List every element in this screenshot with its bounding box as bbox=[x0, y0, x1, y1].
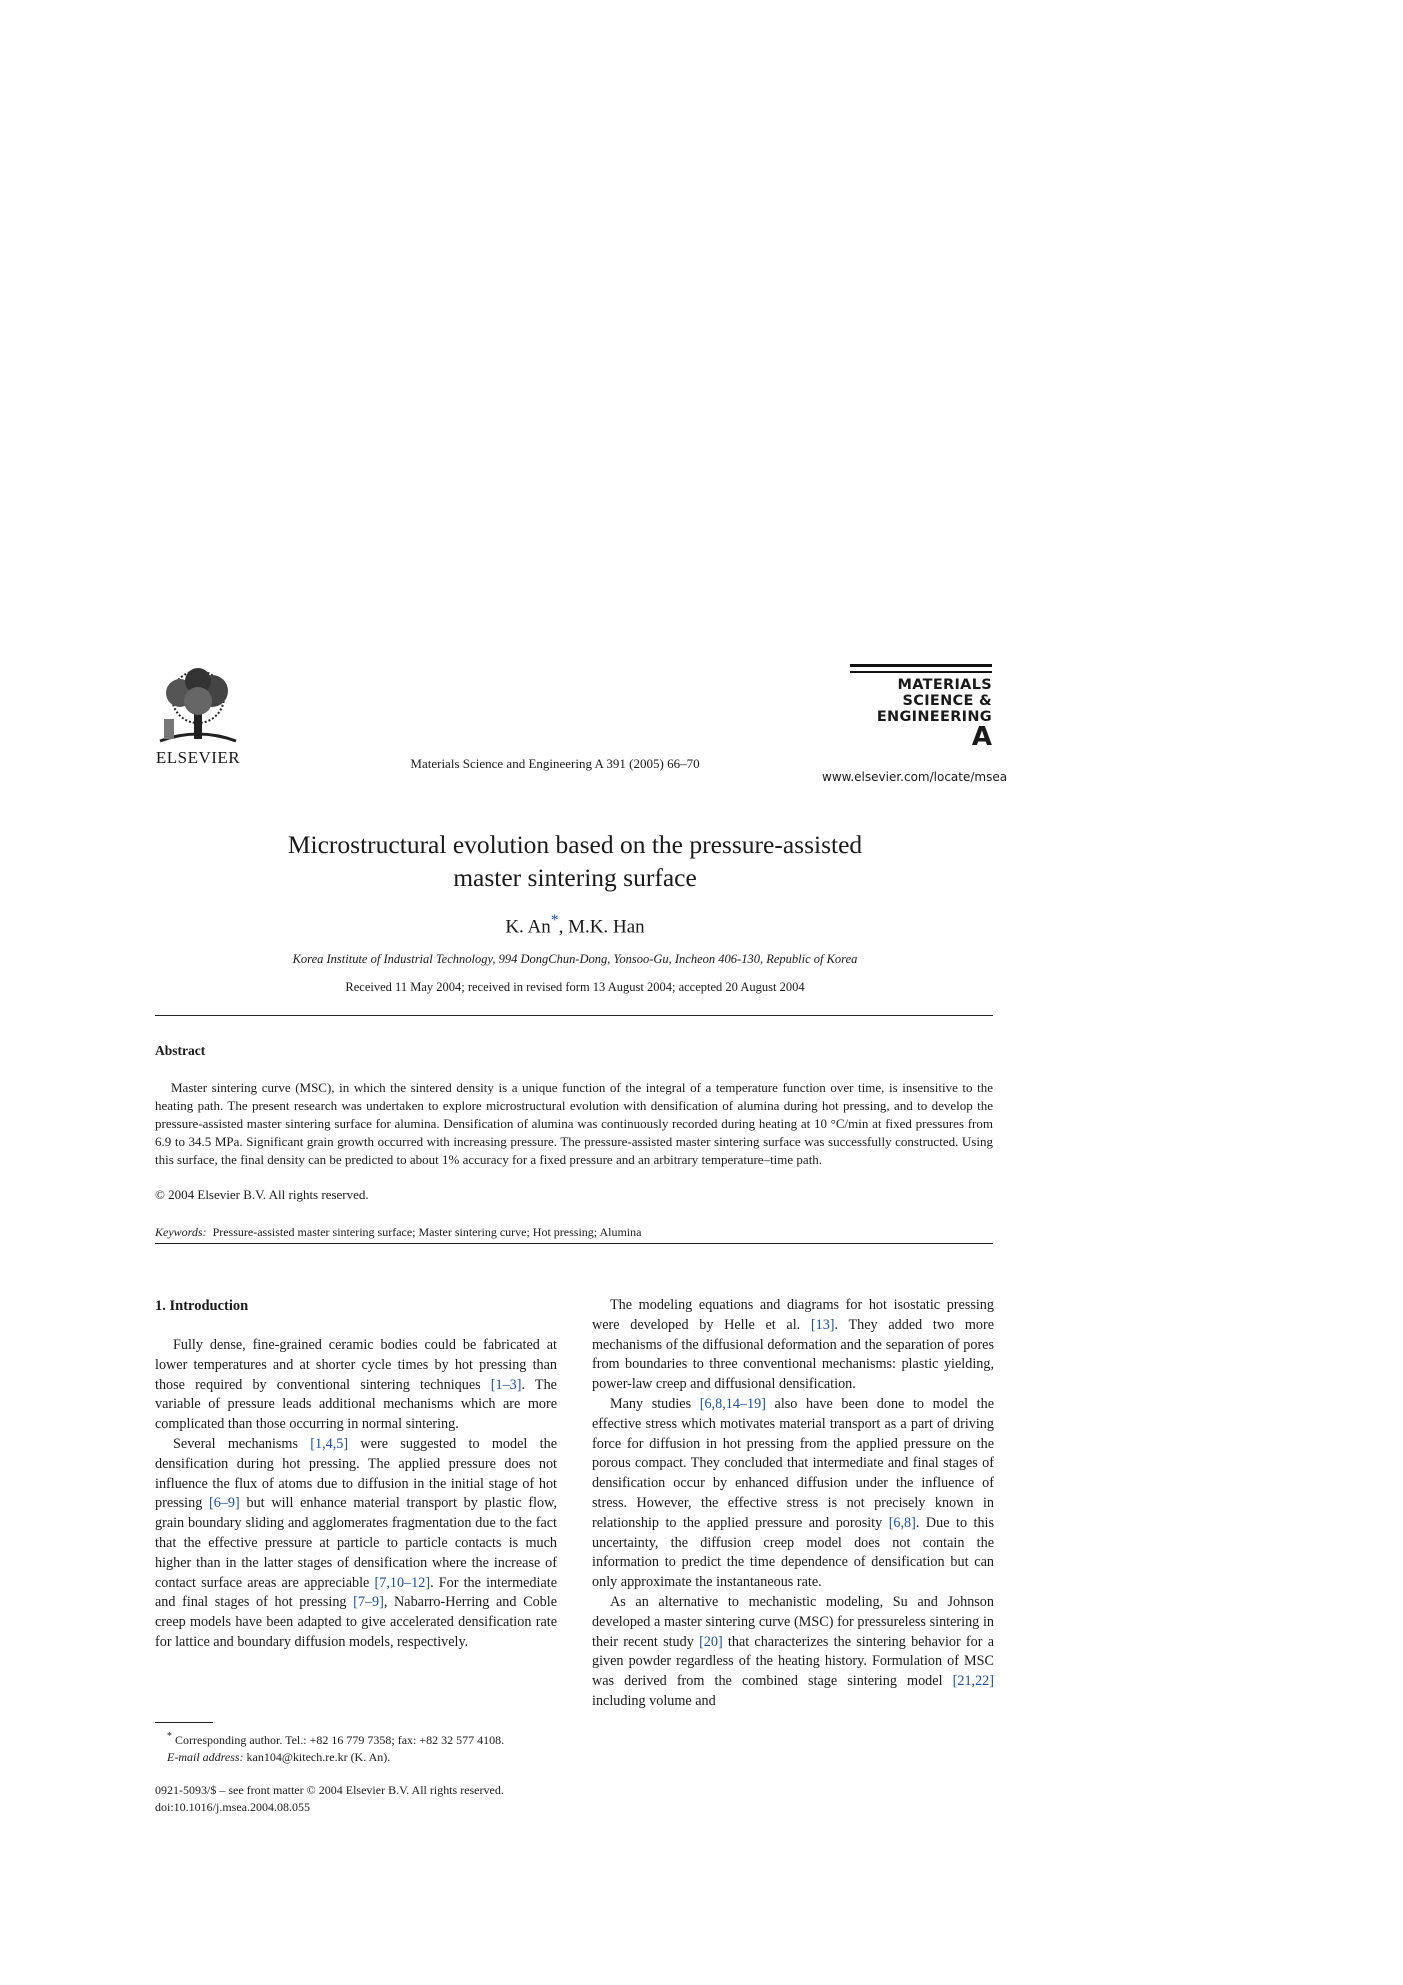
text-run: , Nabarro-Herring and Coble creep models have been adapted to give accelerated densification rate for lattice and boundary diffusion models, respectively. bbox=[155, 1594, 557, 1650]
abstract-body: Master sintering curve (MSC), in which the sintered density is a unique function of the integral of a temperature function over time, is insensitive to the heating path. The present research was undertaken to explore microstructural evolution with densification of alumina during hot pressing, and to develop the pressure-assisted master sintering surface for alumina. Densification of alumina was continuously recorded during heating at 10 °C/min at fixed pressures from 6.9 to 34.5 MPa. Significant grain growth occurred with increasing pressure. The pressure-assisted master sintering surface was successfully constructed. Using this surface, the final density can be predicted to about 1% accuracy for a fixed pressure and an arbitrary temperature–time path. bbox=[155, 1080, 993, 1167]
logo-line-engineering: ENGINEERING bbox=[876, 709, 992, 725]
footnote-rule bbox=[155, 1722, 213, 1723]
citation-link[interactable]: [20] bbox=[699, 1633, 723, 1650]
section-heading-introduction: 1. Introduction bbox=[155, 1298, 249, 1314]
citation-link[interactable]: [6,8,14–19] bbox=[699, 1395, 766, 1412]
citation-link[interactable]: [1–3] bbox=[490, 1376, 522, 1393]
footnote-corresponding bbox=[155, 1728, 557, 1749]
affiliation: Korea Institute of Industrial Technology, 994 DongChun-Dong, Yonsoo-Gu, Incheon 406-130, Republic of Korea bbox=[292, 952, 858, 966]
journal-logo bbox=[850, 664, 992, 752]
abstract-top-rule bbox=[155, 1015, 993, 1016]
text-run: Many studies bbox=[610, 1395, 700, 1412]
author-han: , M.K. Han bbox=[558, 916, 645, 938]
right-column bbox=[592, 1296, 994, 1712]
paragraph bbox=[592, 1395, 994, 1593]
title-line-1: Microstructural evolution based on the pressure-assisted bbox=[287, 830, 863, 859]
citation-link[interactable]: [6–9] bbox=[209, 1495, 240, 1512]
issn-block bbox=[155, 1782, 557, 1816]
logo-letter: A bbox=[971, 722, 992, 752]
text-run: . Due to this uncertainty, the diffusion creep model does not contain the information to predict the time dependence of densification but can only approximate the instantaneous rate. bbox=[592, 1514, 995, 1591]
keywords bbox=[155, 1225, 993, 1240]
paragraph bbox=[155, 1336, 557, 1435]
left-column bbox=[155, 1336, 557, 1653]
logo-rule-second bbox=[850, 671, 992, 673]
citation-link[interactable]: [7,10–12] bbox=[374, 1574, 431, 1591]
text-run: but will enhance material transport by plastic flow, grain boundary sliding and agglomerates fragmentation due to the fact that the effective pressure at particle to particle contacts is much higher than in the latter stages of densification where the increase of contact surface areas are appreciable bbox=[155, 1495, 557, 1591]
text-run: . The variable of pressure leads additional mechanisms which are more complicated than those occurring in normal sintering. bbox=[155, 1376, 557, 1433]
text-run: including volume and bbox=[592, 1692, 716, 1709]
paragraph bbox=[592, 1296, 994, 1395]
keywords-list: Pressure-assisted master sintering surface; Master sintering curve; Hot pressing; Alumina bbox=[212, 1225, 642, 1239]
text-run: that characterizes the sintering behavior for a given powder regardless of the heating history. Formulation of MSC was derived from the combined stage sintering model bbox=[592, 1633, 994, 1690]
keywords-label: Keywords: bbox=[155, 1225, 207, 1239]
author-an: K. An bbox=[505, 916, 551, 938]
paragraph bbox=[592, 1593, 994, 1712]
citation-link[interactable]: [13] bbox=[810, 1316, 835, 1333]
email-address[interactable]: kan104@kitech.re.kr (K. An). bbox=[243, 1750, 391, 1764]
footnote bbox=[155, 1728, 557, 1766]
text-run: As an alternative to mechanistic modeling, Su and Johnson developed a master sintering curve (MSC) for pressureless sintering in their recent study bbox=[592, 1593, 994, 1650]
logo-line-science: SCIENCE & bbox=[902, 693, 992, 709]
text-run: Several mechanisms bbox=[173, 1435, 311, 1452]
text-run: . They added two more mechanisms of the diffusional deformation and the separation of pores from boundaries to three conventional mechanisms: plastic yielding, power-law creep and diffusional densification. bbox=[592, 1316, 994, 1393]
logo-line-materials: MATERIALS bbox=[897, 677, 992, 693]
publisher-name: ELSEVIER bbox=[155, 748, 241, 767]
citation-link[interactable]: [21,22] bbox=[952, 1673, 994, 1690]
journal-citation: Materials Science and Engineering A 391 (2005) 66–70 bbox=[410, 756, 700, 771]
journal-url[interactable]: www.elsevier.com/locate/msea bbox=[822, 770, 1008, 784]
doi-line[interactable]: doi:10.1016/j.msea.2004.08.055 bbox=[155, 1800, 310, 1814]
title-line-2: master sintering surface bbox=[453, 863, 697, 892]
corresponding-author-mark[interactable]: * bbox=[550, 912, 559, 929]
text-run: Fully dense, fine-grained ceramic bodies could be fabricated at lower temperatures and at shorter cycle times by hot pressing than those required by conventional sintering techniques bbox=[155, 1337, 557, 1393]
citation-link[interactable]: [1,4,5] bbox=[310, 1435, 349, 1452]
article-title bbox=[200, 828, 950, 894]
author-list bbox=[200, 912, 950, 938]
footnote-email-line bbox=[155, 1749, 557, 1766]
citation-link[interactable]: [7–9] bbox=[353, 1594, 384, 1611]
paragraph bbox=[155, 1435, 557, 1653]
footnote-contact: Corresponding author. Tel.: +82 16 779 7358; fax: +82 32 577 4108. bbox=[172, 1733, 505, 1747]
text-run: . For the intermediate and final stages of hot pressing bbox=[155, 1574, 557, 1611]
abstract-heading: Abstract bbox=[155, 1043, 206, 1058]
article-dates: Received 11 May 2004; received in revised form 13 August 2004; accepted 20 August 2004 bbox=[345, 980, 805, 994]
text-run: were suggested to model the densification during hot pressing. The applied pressure does not influence the flux of atoms due to diffusion in the initial stage of hot pressing bbox=[155, 1435, 557, 1512]
abstract-bottom-rule bbox=[155, 1243, 993, 1244]
text-run: also have been done to model the effective stress which motivates material transport as a part of driving force for diffusion in hot pressing from the applied pressure on the porous compact. They concluded that intermediate and final stages of densification occur by enhanced diffusion under the influence of stress. However, the effective stress is not precisely known in relationship to the applied pressure and porosity bbox=[592, 1395, 995, 1531]
text-run: The modeling equations and diagrams for hot isostatic pressing were developed by Helle et al. bbox=[592, 1297, 994, 1333]
logo-rule-top bbox=[850, 664, 992, 667]
footnote-mark: * bbox=[167, 1731, 172, 1742]
issn-line: 0921-5093/$ – see front matter © 2004 Elsevier B.V. All rights reserved. bbox=[155, 1783, 504, 1797]
citation-link[interactable]: [6,8] bbox=[888, 1514, 916, 1531]
abstract-copyright: © 2004 Elsevier B.V. All rights reserved. bbox=[155, 1187, 369, 1202]
email-label: E-mail address: bbox=[167, 1750, 244, 1764]
